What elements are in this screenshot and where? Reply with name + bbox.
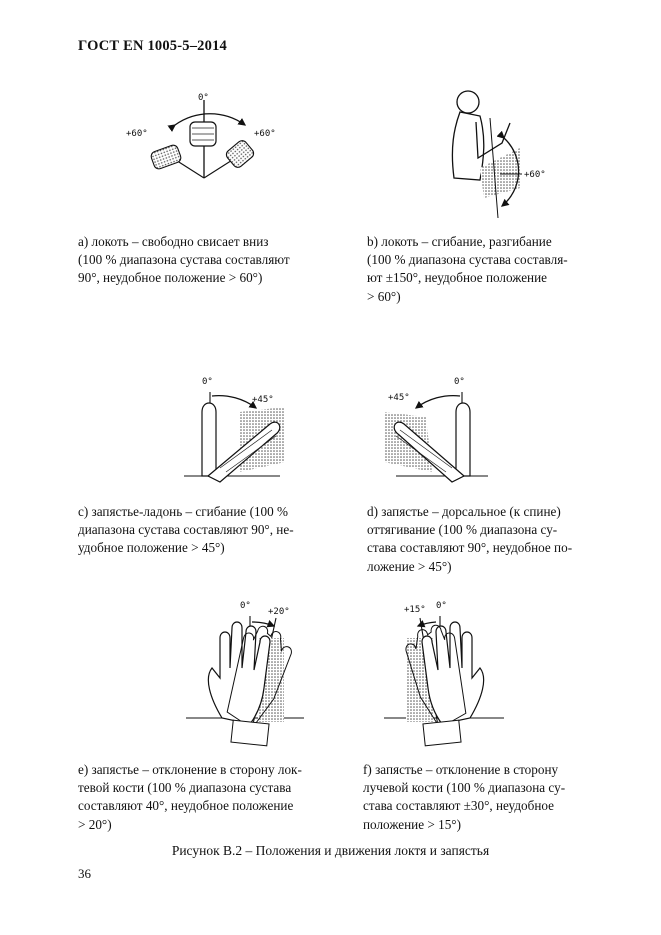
page-number: 36 xyxy=(78,866,91,881)
angle-label-zero: 0° xyxy=(436,601,447,611)
angle-label-right: +60° xyxy=(254,129,276,139)
figure-b-elbow-flexion xyxy=(440,88,560,220)
angle-label-flexion: +45° xyxy=(252,395,274,405)
document-header: ГОСТ EN 1005-5–2014 xyxy=(78,38,227,54)
figure-e-wrist-ulnar-deviation xyxy=(184,598,314,748)
figure-a-elbow-rotation xyxy=(120,88,290,183)
fist-left-icon xyxy=(150,144,182,170)
caption-f: f) запястье – отклонение в сторону лучевой кости (100 % диапазона су- става составляют ±30°, неудобное положение > 15°) xyxy=(363,762,566,832)
angle-label-zero: 0° xyxy=(198,93,209,103)
hand-upright-icon xyxy=(202,403,216,476)
caption-b: b) локоть – сгибание, разгибание (100 % диапазона сустава составля- ют ±150°, неудобное положение > 60°) xyxy=(367,234,568,304)
angle-label-zero: 0° xyxy=(454,377,465,387)
fist-center-icon xyxy=(190,122,216,146)
figure-f-wrist-radial-deviation xyxy=(380,598,510,748)
caption-c: c) запястье-ладонь – сгибание (100 % диапазона сустава составляют 90°, не- удобное положение > 45°) xyxy=(78,504,294,556)
angle-label-extension: +45° xyxy=(388,393,410,403)
extension-arc xyxy=(416,396,460,408)
angle-label-flexion: +60° xyxy=(524,170,546,180)
figure-caption: Рисунок В.2 – Положения и движения локтя и запястья xyxy=(171,843,490,858)
angle-label-deviation: +15° xyxy=(404,605,426,615)
caption-e: e) запястье – отклонение в сторону лок- тевой кости (100 % диапазона сустава составляют 40°, неудобное положение > 20°) xyxy=(78,762,302,832)
caption-d: d) запястье – дорсальное (к спине) оттягивание (100 % диапазона су- става составляют 90°, неудобное по- ложение > 45°) xyxy=(367,504,573,574)
deviation-arc xyxy=(252,622,274,626)
hand-upright-icon xyxy=(456,403,470,476)
fist-right-icon xyxy=(224,139,255,170)
angle-label-zero: 0° xyxy=(240,601,251,611)
figure-c-wrist-flexion xyxy=(180,372,310,496)
flexion-arc xyxy=(212,396,256,408)
caption-a: а) локоть – свободно свисает вниз (100 % диапазона сустава составляют 90°, неудобное положение > 60°) xyxy=(78,234,290,286)
figure-d-wrist-extension xyxy=(376,372,506,496)
angle-label-zero: 0° xyxy=(202,377,213,387)
angle-label-deviation: +20° xyxy=(268,607,290,617)
angle-label-left: +60° xyxy=(126,129,148,139)
